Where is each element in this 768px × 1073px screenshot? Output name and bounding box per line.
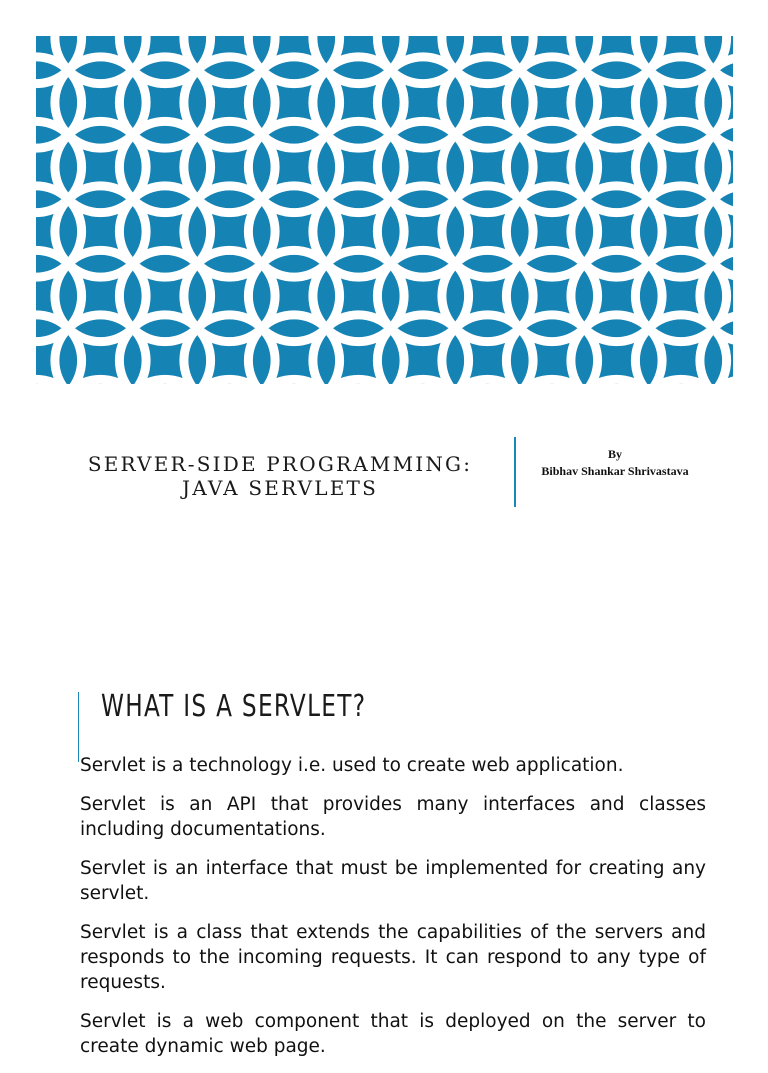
author-label: By xyxy=(607,447,622,461)
definition-point: Servlet is a technology i.e. used to create web application. xyxy=(80,755,624,776)
decorative-banner xyxy=(36,36,733,384)
author-name: Bibhav Shankar Shrivastava xyxy=(541,464,689,478)
presentation-title xyxy=(40,452,520,500)
definition-point: Servlet is a web component that is deployed on the server to create dynamic web page. xyxy=(80,1011,706,1057)
author-credit xyxy=(520,446,710,480)
servlet-definition-list xyxy=(80,753,706,1073)
definition-point: Servlet is a class that extends the capabilities of the servers and responds to the incoming requests. It can respond to any type of requests. xyxy=(80,922,706,993)
title-line-2: JAVA SERVLETS xyxy=(182,476,378,500)
heading-accent-line xyxy=(78,692,79,762)
slide-heading: WHAT IS A SERVLET? xyxy=(101,689,367,724)
interlocking-circles-pattern xyxy=(36,36,733,384)
definition-point: Servlet is an interface that must be implemented for creating any servlet. xyxy=(80,858,706,904)
title-line-1: SERVER-SIDE PROGRAMMING: xyxy=(87,452,473,476)
title-divider xyxy=(514,437,516,507)
definition-point: Servlet is an API that provides many interfaces and classes including documentations. xyxy=(80,794,706,840)
